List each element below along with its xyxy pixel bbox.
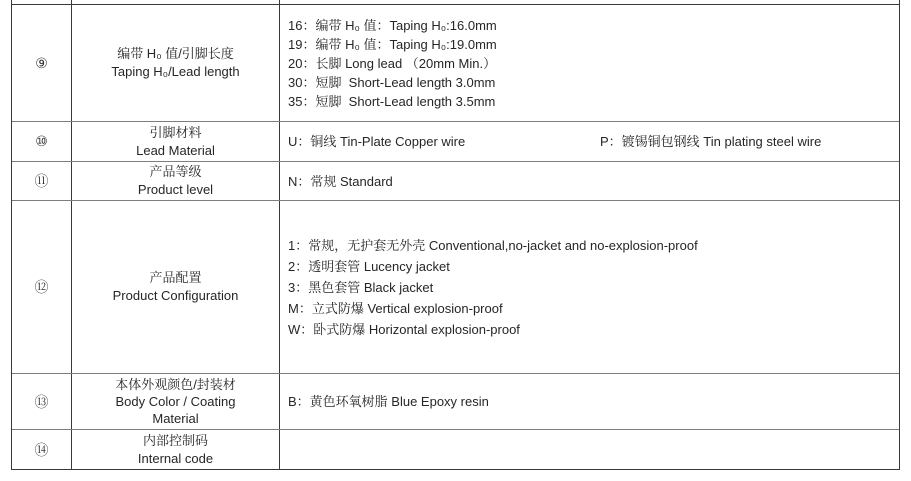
label-en: Product level [137,182,214,197]
value-option: U：铜线 Tin-Plate Copper wire [288,134,466,149]
row-label [72,122,280,161]
table-row-internal-code [12,430,899,469]
row-number [12,201,72,373]
value-option: B：黄色环氧树脂 Blue Epoxy resin [288,394,489,409]
label-zh: 引脚材料 [149,124,202,140]
circled-number: ⑬ [34,393,49,410]
value-option: P：镀锡铜包钢线 Tin plating steel wire [600,134,822,149]
row-label [72,162,280,200]
row-label [72,5,280,121]
label-en: Lead Material [136,142,215,158]
value-option: W：卧式防爆 Horizontal explosion-proof [288,321,520,337]
value-option: 3：黑色套管 Black jacket [288,279,434,295]
row-label [72,374,280,429]
value-option: N：常规 Standard [288,173,393,189]
table-row-product-configuration [12,201,899,374]
label-en: Internal code [137,450,214,466]
label-en: Product Configuration [112,288,239,303]
value-options-inline [288,132,899,151]
value-option: 16：编带 H₀ 值：Taping H₀:16.0mm [288,17,497,33]
label-zh: 产品配置 [149,270,202,285]
value-option: 30：短脚 Short-Lead length 3.0mm [288,74,496,90]
row-values [280,201,899,373]
label-zh: 编带 H₀ 值/引脚长度 [117,46,234,61]
row-values [280,5,899,121]
label-zh: 本体外观颜色/封装材 [115,377,236,392]
spec-table [11,4,900,470]
table-row-lead-material [12,122,899,162]
value-option: M：立式防爆 Vertical explosion-proof [288,300,503,316]
circled-number: ⑫ [34,279,49,295]
value-option: 2：透明套管 Lucency jacket [288,258,450,274]
label-zh: 产品等级 [149,164,202,179]
circled-number: ⑩ [35,133,48,149]
label-zh: 内部控制码 [142,432,208,448]
row-label [72,430,280,469]
row-number [12,374,72,429]
circled-number: ⑨ [35,54,48,71]
circled-number: ⑪ [34,173,49,189]
circled-number: ⑭ [34,441,49,458]
label-en: Taping H₀/Lead length [111,64,240,79]
row-values [280,162,899,200]
row-number [12,162,72,200]
row-values [280,374,899,429]
row-label [72,201,280,373]
row-values-empty [280,430,899,469]
table-row-product-level [12,162,899,201]
value-option: 20：长脚 Long lead （20mm Min.） [288,55,497,71]
value-option: 19：编带 H₀ 值：Taping H₀:19.0mm [288,36,497,52]
row-number [12,5,72,121]
value-option: 1：常规，无护套无外壳 Conventional,no-jacket and no-explosion-proof [288,237,698,253]
row-number [12,122,72,161]
table-row-body-color-coating [12,374,899,430]
table-row-taping-lead-length [12,5,899,122]
row-number [12,430,72,469]
label-en: Body Color / Coating [115,394,236,409]
row-values [280,122,899,161]
value-option: 35：短脚 Short-Lead length 3.5mm [288,93,496,109]
label-en-line2: Material [152,411,199,426]
